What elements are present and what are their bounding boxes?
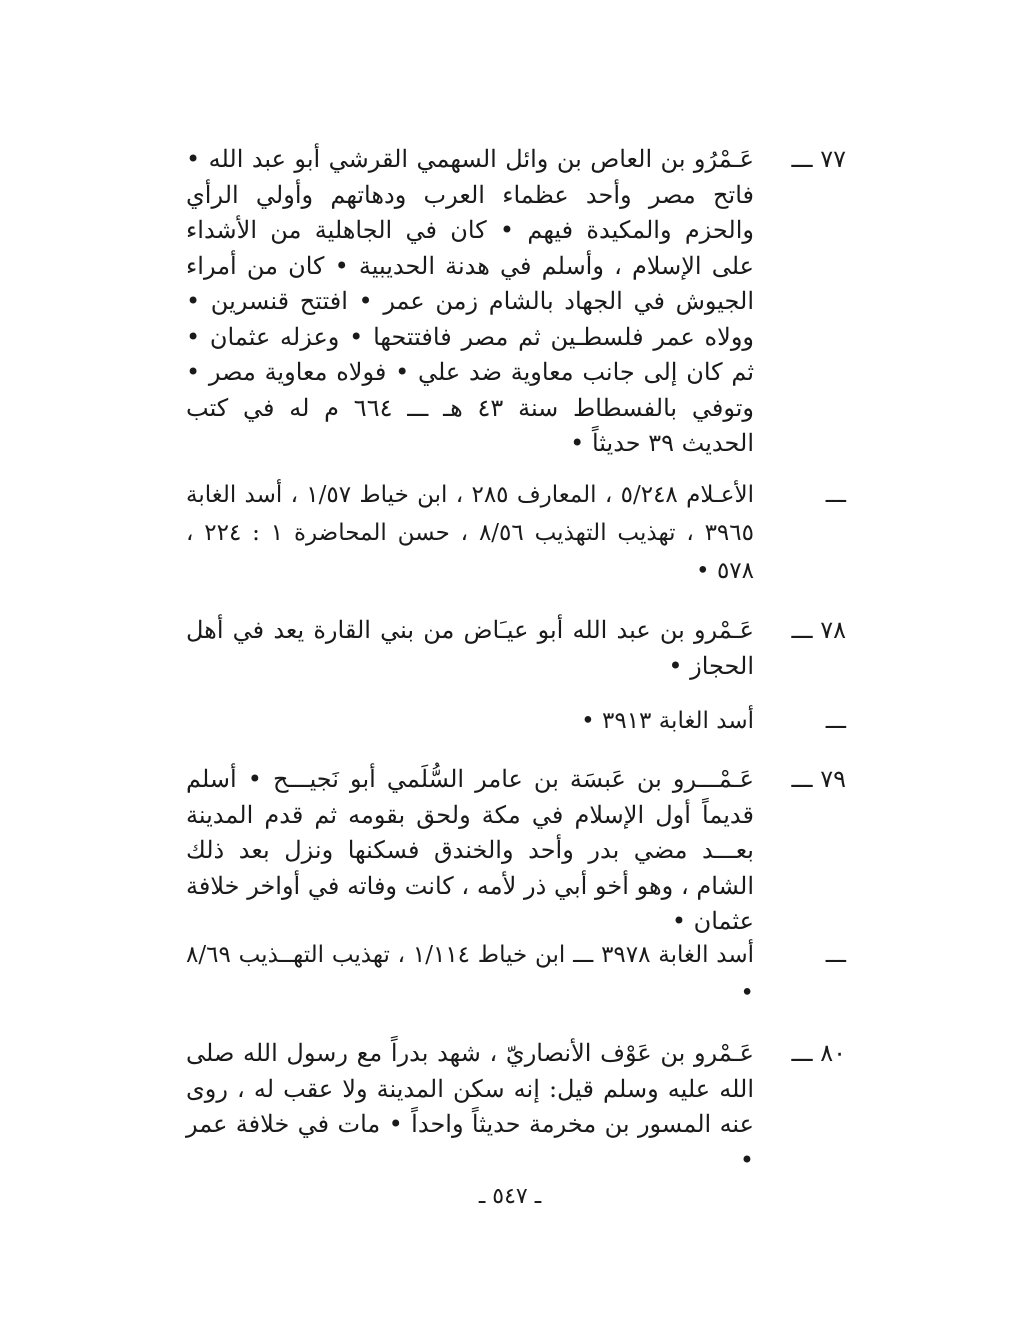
entry-number: ٧٩ ـــ xyxy=(791,765,846,793)
reference-dash: ـــ xyxy=(825,942,846,968)
entry-number: ٧٨ ـــ xyxy=(791,616,846,644)
reference-dash: ـــ xyxy=(825,482,846,508)
reference-text: أسد الغابة ٣٩١٣ • xyxy=(581,708,754,734)
entry-78 xyxy=(186,613,846,684)
reference-text: الأعـلام ٥/٢٤٨ ، المعارف ٢٨٥ ، ابن خياط ١/٥٧ ، أسد الغابة ٣٩٦٥ ، تهذيب التهذيب ٨/٥٦ ، حسن المحاضرة ١ : ٢٢٤ ، ٥٧٨ • xyxy=(186,482,755,584)
entry-number: ٧٧ ـــ xyxy=(791,145,846,173)
reference-text: أسد الغابة ٣٩٧٨ ـــ ابن خياط ١/١١٤ ، تهذيب التهــذيب ٨/٦٩ • xyxy=(186,942,754,1006)
entry-number: ٨٠ ـــ xyxy=(791,1039,846,1067)
entry-79-references xyxy=(186,936,846,1012)
entry-77-references xyxy=(186,476,846,590)
entry-text: عَـمْرو بن عبد الله أبو عيـَاض من بني القارة يعد في أهل الحجاز • xyxy=(186,616,754,680)
reference-dash: ـــ xyxy=(825,708,846,734)
entry-text: عَـمْرو بن عَوْف الأنصاريّ ، شهد بدراً مع رسول الله صلى الله عليه وسلم قيل: إنه سكن المدينة ولا عقب له ، روى عنه المسور بن مخرمة حديثاً واحداً • مات في خلافة عمر • xyxy=(186,1039,754,1174)
entry-80 xyxy=(186,1036,846,1178)
entry-text: عَـمْـــرو بن عَبسَة بن عامر السُّلَمي أبو نَجيـــح • أسلم قديماً أول الإسلام في مكة ولحق بقومه ثم قدم المدينة بعـــد مضي بدر وأحد والخندق فسكنها ونزل بعد ذلك الشام ، وهو أخو أبي ذر لأمه ، كانت وفاته في أواخر خلافة عثمان • xyxy=(186,765,754,935)
entry-78-references xyxy=(186,702,846,740)
entry-text: عَـمْرُو بن العاص بن وائل السهمي القرشي أبو عبد الله • فاتح مصر وأحد عظماء العرب ودهاتهم وأولي الرأي والحزم والمكيدة فيهم • كان في الجاهلية من الأشداء على الإسلام ، وأسلم في هدنة الحديبية • كان من أمراء الجيوش في الجهاد بالشام زمن عمر • افتتح قنسرين • وولاه عمر فلسطـين ثم مصر فافتتحها • وعزله عثمان • ثم كان إلى جانب معاوية ضد علي • فولاه معاوية مصر • وتوفي بالفسطاط سنة ٤٣ هـ ـــ ٦٦٤ م له في كتب الحديث ٣٩ حديثاً • xyxy=(186,145,755,457)
entry-77 xyxy=(186,142,846,462)
page-number: ـ ٥٤٧ ـ xyxy=(478,1184,542,1209)
entry-79 xyxy=(186,762,846,940)
